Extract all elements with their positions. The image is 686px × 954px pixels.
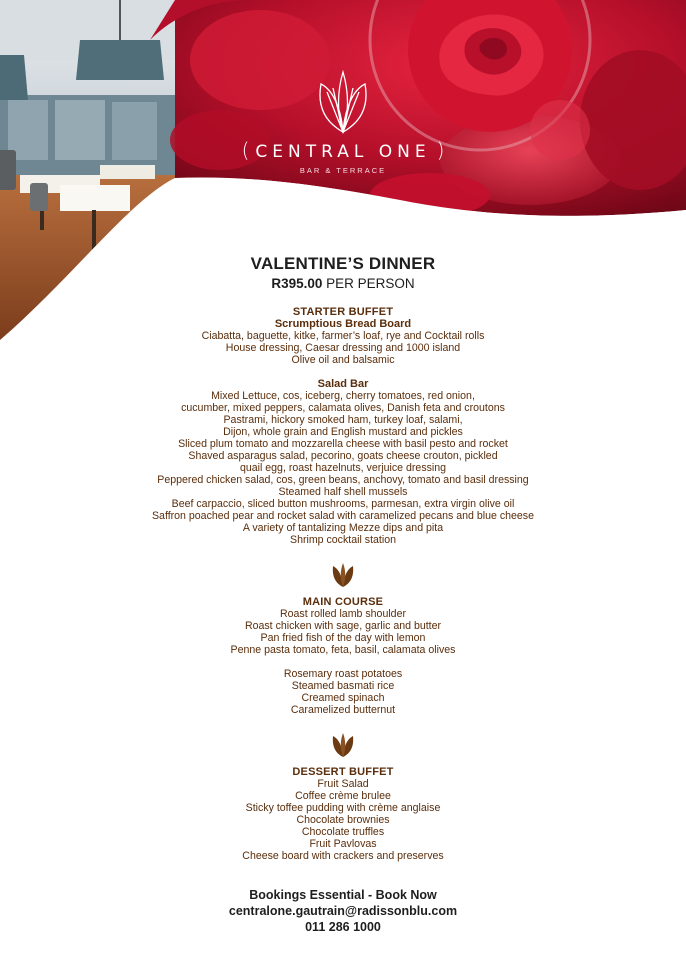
event-price [93, 275, 593, 293]
contact-email[interactable]: centralone.gautrain@radissonblu.com [228, 904, 458, 918]
list-item: quail egg, roast hazelnuts, verjuice dressing [239, 462, 447, 474]
main-heading: MAIN COURSE [302, 596, 384, 608]
list-item: Peppered chicken salad, cos, green beans, anchovy, tomato and basil dressing [157, 474, 529, 486]
salad-bar-heading: Salad Bar [317, 378, 369, 390]
leaf-divider-icon [331, 732, 355, 758]
list-item: Rosemary roast potatoes [283, 668, 403, 680]
dessert-heading: DESSERT BUFFET [292, 766, 394, 778]
starter-buffet-section [93, 306, 593, 546]
list-item: Creamed spinach [301, 692, 385, 704]
main-course-section [93, 596, 593, 716]
list-item: Fruit Salad [317, 778, 369, 790]
list-item: cucumber, mixed peppers, calamata olives, Danish feta and croutons [181, 402, 505, 414]
list-item: Roast chicken with sage, garlic and butter [244, 620, 442, 632]
list-item: Sliced plum tomato and mozzarella cheese with basil pesto and rocket [178, 438, 508, 450]
list-item: Coffee crème brulee [295, 790, 391, 802]
bracket-right: ) [436, 138, 445, 162]
list-item: Pan fried fish of the day with lemon [260, 632, 426, 644]
list-item: Pastrami, hickory smoked ham, turkey loaf, salami, [223, 414, 463, 426]
bread-board-heading: Scrumptious Bread Board [274, 318, 412, 330]
list-item: Mixed Lettuce, cos, iceberg, cherry tomatoes, red onion, [211, 390, 475, 402]
list-item: Cheese board with crackers and preserves [242, 850, 444, 862]
list-item: Steamed basmati rice [291, 680, 395, 692]
brand-name [0, 138, 686, 162]
dessert-buffet-section [93, 766, 593, 862]
list-item: Fruit Pavlovas [309, 838, 377, 850]
list-item: Caramelized butternut [290, 704, 396, 716]
list-item: Chocolate brownies [296, 814, 390, 826]
list-item: House dressing, Caesar dressing and 1000 island [225, 342, 461, 354]
leaf-divider-icon [331, 562, 355, 588]
contact-block [93, 887, 593, 935]
menu-body [93, 254, 593, 862]
bracket-left: ( [241, 138, 250, 162]
leaf-logo-icon [313, 70, 373, 134]
list-item: A variety of tantalizing Mezze dips and pita [242, 522, 444, 534]
list-item: Shrimp cocktail station [290, 534, 396, 546]
bookings-text: Bookings Essential - Book Now [249, 888, 437, 902]
list-item: Chocolate truffles [301, 826, 385, 838]
contact-phone[interactable]: 011 286 1000 [305, 920, 381, 934]
event-title: VALENTINE’S DINNER [250, 254, 436, 273]
list-item: Dijon, whole grain and English mustard and pickles [223, 426, 463, 438]
list-item: Penne pasta tomato, feta, basil, calamata olives [230, 644, 456, 656]
brand-name-text: CENTRAL ONE [255, 142, 431, 162]
list-item: Olive oil and balsamic [291, 354, 395, 366]
list-item: Roast rolled lamb shoulder [279, 608, 406, 620]
brand-logo [0, 70, 686, 175]
list-item: Steamed half shell mussels [278, 486, 408, 498]
list-item: Ciabatta, baguette, kitke, farmer’s loaf, rye and Cocktail rolls [201, 330, 485, 342]
price-amount: R395.00 [271, 276, 323, 291]
list-item: Sticky toffee pudding with crème anglaise [245, 802, 441, 814]
starter-heading: STARTER BUFFET [292, 306, 394, 318]
list-item: Shaved asparagus salad, pecorino, goats cheese crouton, pickled [188, 450, 498, 462]
brand-tagline: BAR & TERRACE [299, 166, 387, 175]
price-unit: PER PERSON [326, 276, 415, 291]
list-item: Beef carpaccio, sliced button mushrooms, parmesan, extra virgin olive oil [171, 498, 515, 510]
list-item: Saffron poached pear and rocket salad with caramelized pecans and blue cheese [151, 510, 535, 522]
